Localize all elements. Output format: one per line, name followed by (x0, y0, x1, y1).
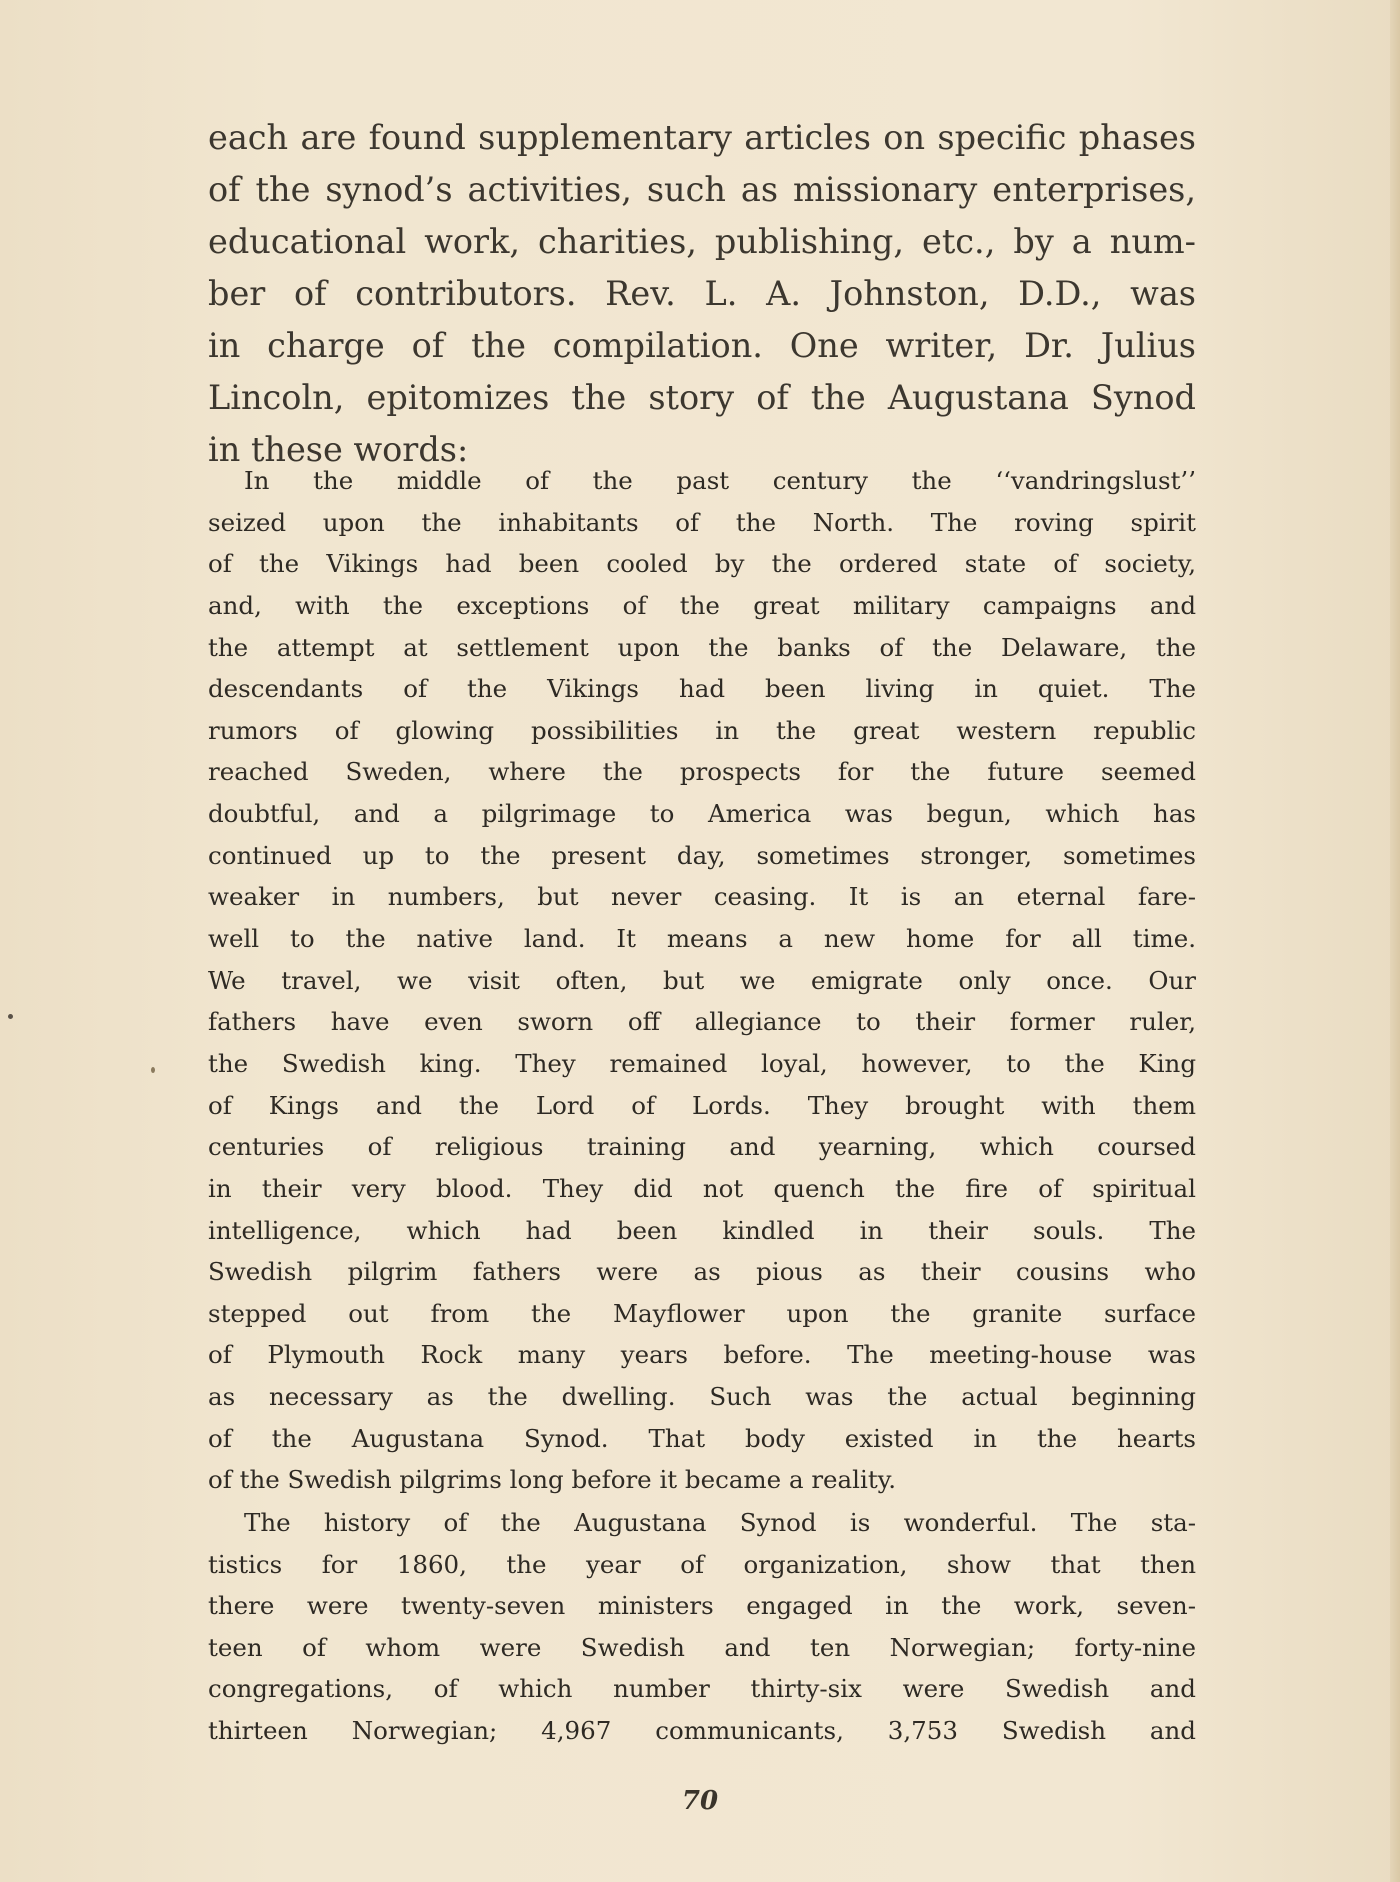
text-line: educational work, charities, publishing, etc., by a num- (208, 222, 1196, 261)
text-line: of the Augustana Synod. That body existed in the hearts (208, 1423, 1196, 1453)
text-line: In the middle of the past century the ‘‘vandringslust’’ (244, 466, 1196, 495)
text-line: centuries of religious training and yearning, which coursed (208, 1132, 1196, 1162)
text-line: seized upon the inhabitants of the North. The roving spirit (208, 507, 1196, 537)
text-line: and, with the exceptions of the great military campaigns and (208, 590, 1196, 620)
text-line: of Plymouth Rock many years before. The meeting-house was (208, 1340, 1196, 1370)
text-line: of Kings and the Lord of Lords. They brought with them (208, 1090, 1196, 1120)
text-line: the attempt at settlement upon the banks of the Delaware, the (208, 632, 1196, 662)
block-quotation (208, 460, 1196, 1501)
text-line: teen of whom were Swedish and ten Norwegian; forty-nine (208, 1632, 1196, 1662)
text-line: in charge of the compilation. One writer, Dr. Julius (208, 326, 1196, 365)
text-line: of the Vikings had been cooled by the ordered state of society, (208, 549, 1196, 579)
text-line: reached Sweden, where the prospects for the future seemed (208, 757, 1196, 787)
text-line: ber of contributors. Rev. L. A. Johnston, D.D., was (208, 274, 1196, 313)
text-line: of the Swedish pilgrims long before it became a reality. (208, 1465, 897, 1495)
text-line: weaker in numbers, but never ceasing. It is an eternal fare- (208, 882, 1196, 912)
text-line: descendants of the Vikings had been living in quiet. The (208, 674, 1196, 704)
text-line: stepped out from the Mayflower upon the granite surface (208, 1298, 1196, 1328)
text-line: as necessary as the dwelling. Such was the actual beginning (208, 1382, 1196, 1412)
text-line: tistics for 1860, the year of organization, show that then (208, 1549, 1196, 1579)
text-line: rumors of glowing possibilities in the great western republic (208, 715, 1196, 745)
text-line: each are found supplementary articles on specific phases (208, 118, 1196, 157)
lead-paragraph (208, 112, 1196, 476)
text-line: We travel, we visit often, but we emigrate only once. Our (208, 965, 1196, 995)
text-line: in these words: (208, 430, 469, 469)
text-line: there were twenty-seven ministers engaged in the work, seven- (208, 1591, 1196, 1620)
text-line: of the synod’s activities, such as missionary enterprises, (208, 170, 1196, 209)
paper-speck (8, 1014, 13, 1019)
page-number: 70 (681, 1786, 719, 1816)
second-paragraph (208, 1502, 1196, 1751)
text-line: The history of the Augustana Synod is wonderful. The sta- (244, 1508, 1196, 1537)
text-line: doubtful, and a pilgrimage to America was begun, which has (208, 799, 1196, 829)
text-line: the Swedish king. They remained loyal, however, to the King (208, 1048, 1196, 1078)
text-line: congregations, of which number thirty-six were Swedish and (208, 1674, 1196, 1703)
text-line: thirteen Norwegian; 4,967 communicants, 3,753 Swedish and (208, 1715, 1196, 1745)
text-line: Lincoln, epitomizes the story of the Augustana Synod (208, 378, 1196, 417)
text-line: intelligence, which had been kindled in their souls. The (208, 1215, 1196, 1245)
text-line: in their very blood. They did not quench the fire of spiritual (208, 1173, 1196, 1203)
paper-speck (151, 1067, 155, 1073)
text-line: continued up to the present day, sometimes stronger, sometimes (208, 840, 1196, 870)
text-line: well to the native land. It means a new home for all time. (208, 924, 1196, 954)
text-line: Swedish pilgrim fathers were as pious as their cousins who (208, 1257, 1196, 1287)
page-edge (1390, 0, 1400, 1882)
text-line: fathers have even sworn off allegiance to their former ruler, (208, 1007, 1196, 1037)
